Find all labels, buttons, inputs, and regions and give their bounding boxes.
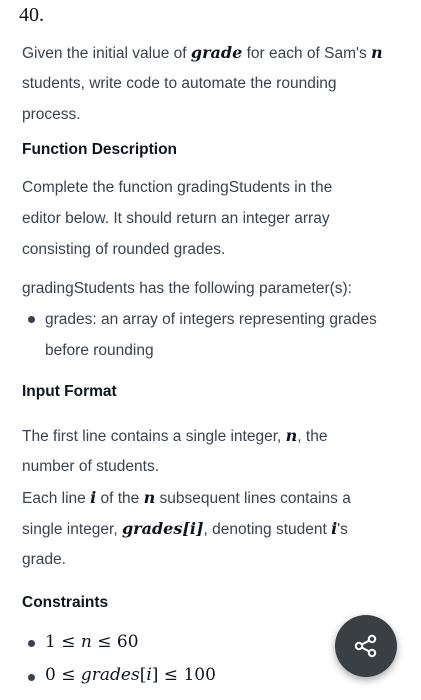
bullet-dot <box>28 316 35 323</box>
intro-text: for each of Sam's <box>246 45 367 62</box>
bullet-dot <box>28 640 35 647</box>
math-n: n <box>285 426 298 445</box>
constraint-text: [ <box>139 665 147 685</box>
if-text: The first line contains a single integer, <box>22 428 282 445</box>
if-line-2: number of students. <box>22 458 159 475</box>
if-text: single integer, <box>22 521 118 538</box>
math-grades: grades <box>80 665 140 685</box>
math-grade: grade <box>190 43 243 62</box>
if-text: Each line <box>22 490 86 507</box>
intro-text: Given the initial value of <box>22 45 187 62</box>
share-button[interactable] <box>335 615 397 677</box>
constraint-text: 0 ≤ <box>45 665 81 685</box>
function-description-heading: Function Description <box>22 141 177 158</box>
param-grades-line-2: before rounding <box>45 342 154 359</box>
if-line-3 <box>22 488 351 509</box>
question-number: 40. <box>19 4 44 26</box>
math-i: i <box>90 488 97 507</box>
math-i: i <box>331 519 338 538</box>
math-n: n <box>143 488 156 507</box>
if-line-5: grade. <box>22 551 66 568</box>
constraint-text: ] ≤ 100 <box>151 665 216 685</box>
share-icon <box>353 633 379 659</box>
if-text: subsequent lines contains a <box>159 490 351 507</box>
input-format-heading: Input Format <box>22 383 117 400</box>
constraint-grades <box>45 665 216 685</box>
math-n: n <box>371 43 383 62</box>
constraint-text: 1 ≤ <box>45 632 81 652</box>
if-line-1 <box>22 426 327 447</box>
if-text: of the <box>100 490 140 507</box>
if-text: , denoting student <box>203 521 327 538</box>
intro-line-3: process. <box>22 106 81 123</box>
intro-line-1 <box>22 43 383 64</box>
math-grades-i: grades[i] <box>121 519 204 538</box>
intro-line-2: students, write code to automate the rounding <box>22 75 337 92</box>
fd-line-2: editor below. It should return an integer array <box>22 210 330 227</box>
constraint-text: ≤ 60 <box>91 632 139 652</box>
fd-line-1: Complete the function gradingStudents in the <box>22 179 333 196</box>
if-text: 's <box>337 521 348 538</box>
if-line-4 <box>22 519 348 540</box>
bullet-dot <box>28 674 35 681</box>
fd-line-3: consisting of rounded grades. <box>22 241 226 258</box>
if-text: , the <box>297 428 328 445</box>
fd-params-intro: gradingStudents has the following parameter(s): <box>22 280 352 297</box>
constraints-heading: Constraints <box>22 594 109 611</box>
math-i: i <box>146 665 152 685</box>
constraint-n <box>45 632 139 652</box>
math-n: n <box>80 632 92 652</box>
param-grades-line-1: grades: an array of integers representing grades <box>45 311 377 328</box>
